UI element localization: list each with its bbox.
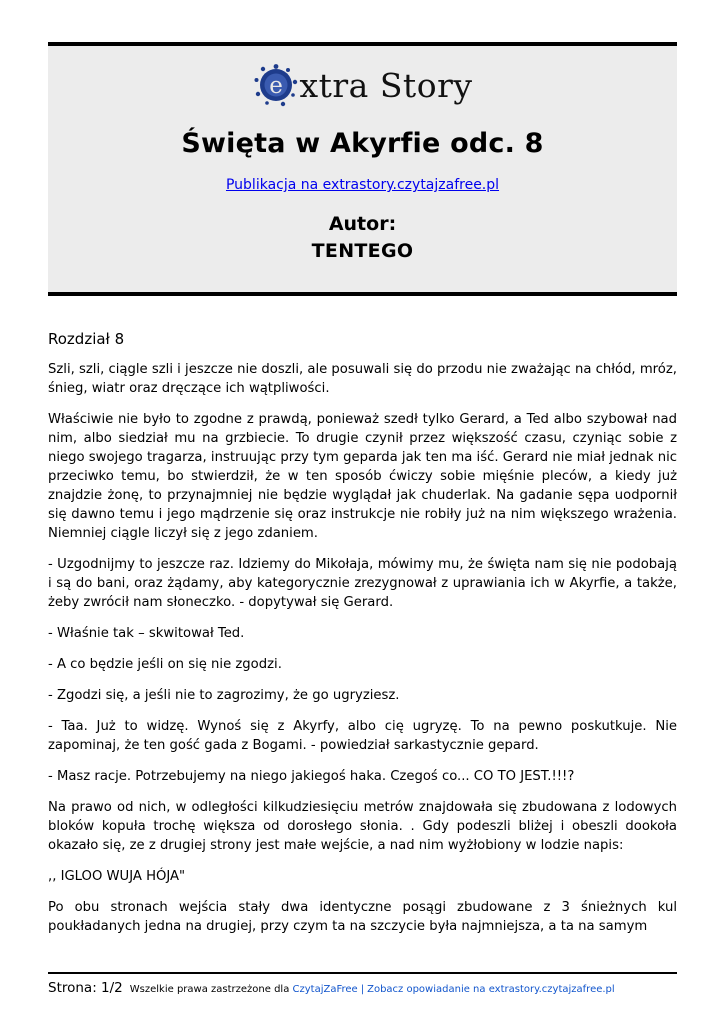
- story-paragraph: - Zgodzi się, a jeśli nie to zagrozimy, że go ugryziesz.: [48, 688, 400, 703]
- story-body: [0, 330, 725, 936]
- publication-link[interactable]: Publikacja na extrastory.czytajzafree.pl: [225, 177, 500, 193]
- page-footer: [48, 972, 677, 996]
- story-paragraph: ,, IGLOO WUJA HÓJA": [48, 869, 186, 884]
- copyright-text: Wszelkie prawa zastrzeżone dla: [129, 984, 290, 995]
- story-paragraph: - Taa. Już to widzę. Wynoś się z Akyrfy, albo cię ugryzę. To na pewno poskutkuje. Nie zapominaj, że ten gość gada z Bogami. - powiedział sarkastycznie gepard.: [48, 719, 677, 753]
- ink-splat-icon: [253, 62, 299, 108]
- author-label: Autor:: [328, 213, 397, 235]
- document-header: [48, 46, 677, 292]
- story-paragraph: - Masz racje. Potrzebujemy na niego jakiegoś haka. Czegoś co... CO TO JEST.!!!?: [48, 769, 575, 784]
- page-number: Strona: 1/2: [48, 980, 123, 996]
- chapter-heading: Rozdział 8: [48, 330, 125, 348]
- story-paragraph: - Uzgodnijmy to jeszcze raz. Idziemy do Mikołaja, mówimy mu, że święta nam się nie podobają i są do bani, oraz żądamy, aby kategorycznie zrezygnował z uprawiania ich w Akyrfie, a także, żeby zwrócił nam słoneczko. - dopytywał się Gerard.: [48, 557, 677, 610]
- author-name: TENTEGO: [311, 240, 414, 262]
- story-paragraph: Po obu stronach wejścia stały dwa identyczne posągi zbudowane z 3 śnieżnych kul poukładanych jedna na drugiej, przy czym ta na szczycie była najmniejsza, a ta na samym: [48, 900, 677, 934]
- header-bottom-rule: [48, 292, 677, 296]
- svg-text:e: e: [268, 73, 283, 99]
- page-title: Święta w Akyrfie odc. 8: [181, 128, 544, 159]
- logo-wordmark: xtra Story: [299, 65, 473, 105]
- czytajzafree-link[interactable]: CzytajZaFree: [292, 984, 358, 995]
- story-paragraph: Na prawo od nich, w odległości kilkudziesięciu metrów znajdowała się zbudowana z lodowych bloków kopuła trochę większa od dorosłego słonia. . Gdy podeszli bliżej i obeszli dookoła okazało się, ze z drugiej strony jest małe wejście, a nad nim wyżłobiony w lodzie napis:: [48, 800, 677, 853]
- site-logo: [68, 62, 657, 108]
- story-paragraph: - A co będzie jeśli on się nie zgodzi.: [48, 657, 282, 672]
- footer-separator: |: [360, 984, 365, 995]
- story-paragraph: Szli, szli, ciągle szli i jeszcze nie doszli, ale posuwali się do przodu nie zważając na chłód, mróz, śnieg, wiatr oraz dręczące ich wątpliwości.: [48, 362, 677, 396]
- story-paragraph: Właściwie nie było to zgodne z prawdą, ponieważ szedł tylko Gerard, a Ted albo szybował nad nim, albo siedział mu na grzbiecie. To drugie czynił przez większość czasu, czyniąc sobie z niego swojego tragarza, instruując przy tym geparda jak ten ma iść. Gerard nie miał jednak nic przeciwko temu, bo stwierdził, że w ten sposób ćwiczy sobie mięśnie pleców, a kiedy już znajdzie żonę, to przynajmniej nie będzie wyglądał jak chuderlak. Na gadanie sępa uodpornił się dawno temu i jego mądrzenie się oraz instrukcje nie robiły już na nim większego wrażenia. Niemniej ciągle liczył się z jego zdaniem.: [48, 412, 677, 541]
- story-paragraph: - Właśnie tak – skwitował Ted.: [48, 626, 245, 641]
- story-link[interactable]: Zobacz opowiadanie na extrastory.czytajzafree.pl: [367, 984, 615, 995]
